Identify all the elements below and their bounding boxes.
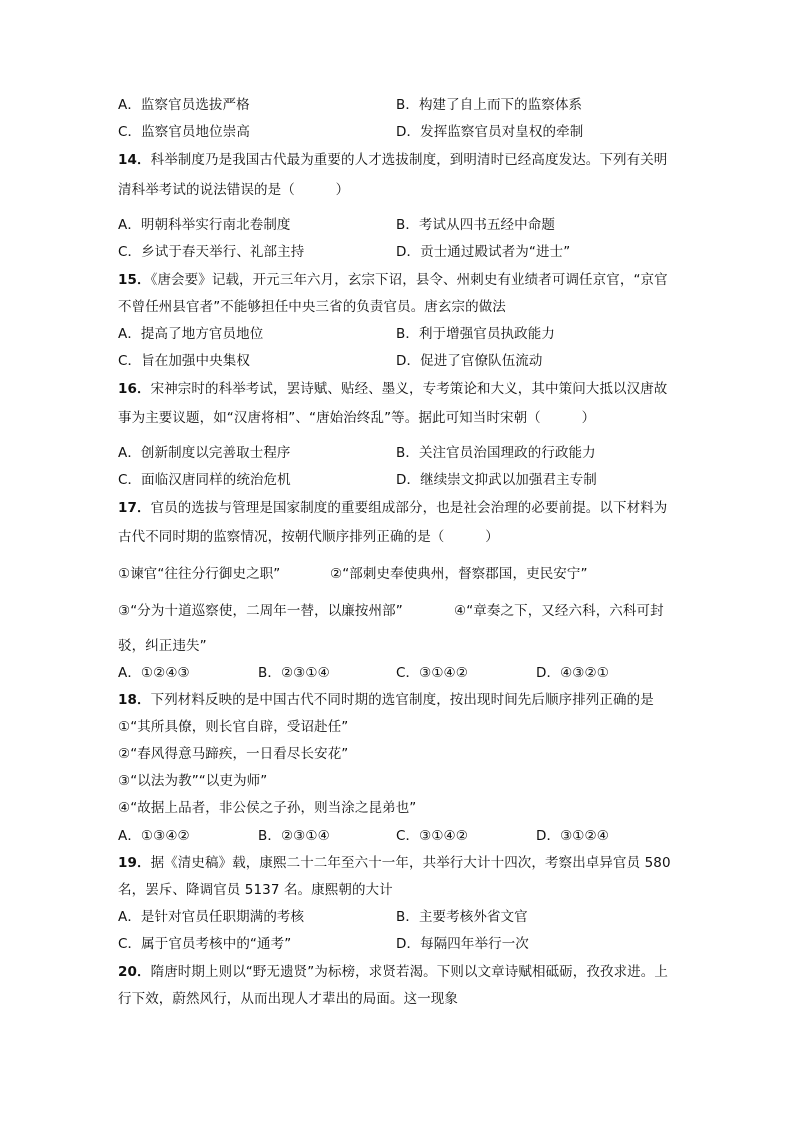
- q17-material-2: ②“部刺史奉使典州，督察郡国，吏民安宁”: [330, 566, 588, 582]
- q15-stem-line-2: 不曾任州县官者”不能够担任中央三省的负责官员。唐玄宗的做法: [118, 299, 506, 315]
- q17-stem-line-2: 古代不同时期的监察情况，按朝代顺序排列正确的是（ ）: [118, 529, 499, 545]
- q17-material-1: ①谏官“往往分行御史之职”: [118, 566, 281, 582]
- q17-option-a: A．①②④③: [118, 665, 190, 681]
- q19-stem-line-2: 名，罢斥、降调官员 5137 名。康熙朝的大计: [118, 882, 393, 898]
- q18-material-3: ③“以法为教”“以吏为师”: [118, 773, 268, 789]
- q15-stem-line-1: 15．《唐会要》记载，开元三年六月，玄宗下诏，县令、州刺史有业绩者可调任京官，“京官: [118, 272, 668, 288]
- q17-option-d: D．④③②①: [536, 665, 609, 681]
- q15-number: 15．: [118, 272, 151, 288]
- q18-option-c: C．③①④②: [396, 828, 468, 844]
- q19-option-b: B．主要考核外省文官: [396, 909, 528, 925]
- q19-number: 19．: [118, 855, 151, 871]
- q20-stem-line-2: 行下效，蔚然风行，从而出现人才辈出的局面。这一现象: [118, 991, 458, 1007]
- q19-stem-line-1: 19．据《清史稿》载，康熙二十二年至六十一年，共举行大计十四次，考察出卓异官员 580: [118, 855, 671, 871]
- q18-material-4: ④“故据上品者，非公侯之子孙，则当涂之昆弟也”: [118, 800, 417, 816]
- q18-material-2: ②“春风得意马蹄疾，一日看尽长安花”: [118, 746, 349, 762]
- q15-option-c: C．旨在加强中央集权: [118, 353, 250, 369]
- q16-option-a: A．创新制度以完善取士程序: [118, 445, 291, 461]
- q17-material-3: ③“分为十道巡察使，二周年一替，以廉按州部”: [118, 603, 403, 619]
- q16-option-c: C．面临汉唐同样的统治危机: [118, 472, 291, 488]
- q13-option-b: B．构建了自上而下的监察体系: [396, 97, 583, 113]
- q17-material-4: ④“章奏之下，又经六科，六科可封: [454, 603, 664, 619]
- q18-option-a: A．①③④②: [118, 828, 190, 844]
- q15-option-d: D．促进了官僚队伍流动: [396, 353, 543, 369]
- q20-number: 20．: [118, 964, 151, 980]
- q19-option-c: C．属于官员考核中的“通考”: [118, 936, 292, 952]
- q18-stem-line-1: 18．下列材料反映的是中国古代不同时期的选官制度，按出现时间先后顺序排列正确的是: [118, 692, 654, 708]
- q14-option-a: A．明朝科举实行南北卷制度: [118, 217, 291, 233]
- q13-option-a: A．监察官员选拔严格: [118, 97, 250, 113]
- q17-material-4-cont: 驳，纠正违失”: [118, 638, 207, 654]
- q18-option-b: B．②③①④: [258, 828, 330, 844]
- q14-number: 14．: [118, 152, 151, 168]
- q16-option-d: D．继续崇文抑武以加强君主专制: [396, 472, 597, 488]
- q14-stem-line-1: 14．科举制度乃是我国古代最为重要的人才选拔制度，到明清时已经高度发达。下列有关明: [118, 152, 668, 168]
- q15-option-a: A．提高了地方官员地位: [118, 326, 264, 342]
- q15-option-b: B．利于增强官员执政能力: [396, 326, 555, 342]
- q16-stem-line-2: 事为主要议题，如“汉唐将相”、“唐始治终乱”等。据此可知当时宋朝（ ）: [118, 410, 596, 426]
- q17-stem-line-1: 17．官员的选拔与管理是国家制度的重要组成部分，也是社会治理的必要前提。以下材料为: [118, 500, 668, 516]
- q13-option-d: D．发挥监察官员对皇权的牵制: [396, 124, 584, 140]
- q20-stem-line-1: 20．隋唐时期上则以“野无遗贤”为标榜，求贤若渴。下则以文章诗赋相砥砺，孜孜求进。上: [118, 964, 668, 980]
- q14-option-d: D．贡士通过殿试者为“进士”: [396, 244, 571, 260]
- q16-stem-line-1: 16．宋神宗时的科举考试，罢诗赋、贴经、墨义，专考策论和大义，其中策问大抵以汉唐故: [118, 381, 668, 397]
- q19-option-a: A．是针对官员任职期满的考核: [118, 909, 305, 925]
- q17-option-c: C．③①④②: [396, 665, 468, 681]
- q18-material-1: ①“其所具僚，则长官自辟，受诏赴任”: [118, 719, 349, 735]
- q17-number: 17．: [118, 500, 151, 516]
- q17-option-b: B．②③①④: [258, 665, 330, 681]
- q16-option-b: B．关注官员治国理政的行政能力: [396, 445, 596, 461]
- q14-option-c: C．乡试于春天举行、礼部主持: [118, 244, 305, 260]
- q14-option-b: B．考试从四书五经中命题: [396, 217, 555, 233]
- q18-number: 18．: [118, 692, 151, 708]
- q18-option-d: D．③①②④: [536, 828, 609, 844]
- q16-number: 16．: [118, 381, 151, 397]
- q19-option-d: D．每隔四年举行一次: [396, 936, 529, 952]
- q13-option-c: C．监察官员地位崇高: [118, 124, 250, 140]
- q14-stem-line-2: 清科举考试的说法错误的是（ ）: [118, 182, 350, 198]
